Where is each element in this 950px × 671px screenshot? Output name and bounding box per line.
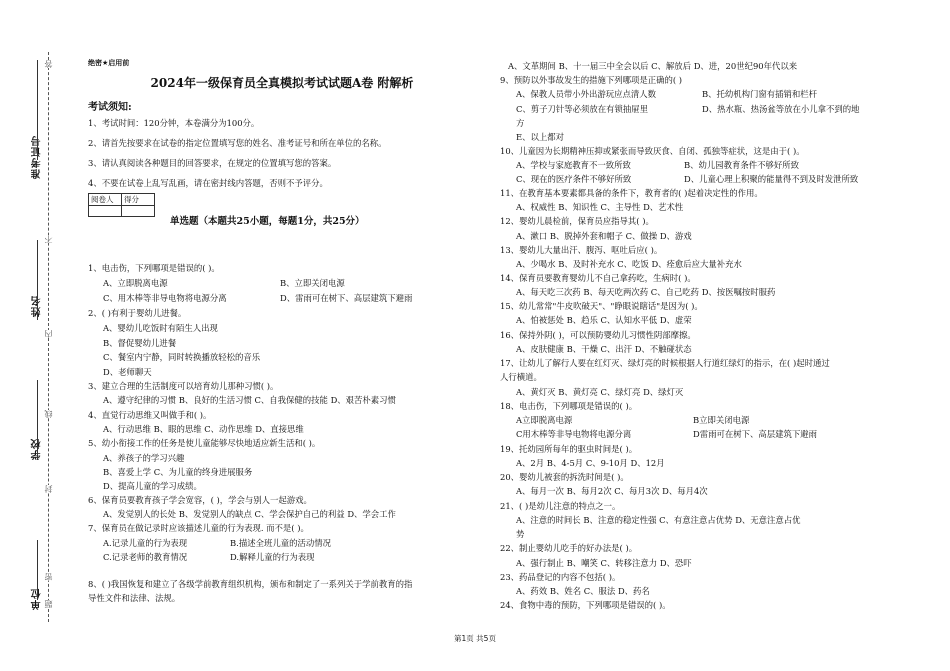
grader-header: 阅卷人 (89, 194, 122, 206)
question-line: 人行横道。 (500, 372, 542, 382)
question-line: 16、保持外阴( )，可以预防婴幼儿习惯性阴部摩擦。 (500, 330, 696, 340)
question-line: D、雷雨可在树下、高层建筑下避雨 (280, 293, 413, 303)
question-line: 2、( )有利于婴幼儿进餐。 (88, 308, 187, 318)
question-line: A、发觉别人的长处 B、发觉别人的缺点 C、学会保护自己的利益 D、学会工作 (103, 509, 396, 519)
seal-line-char: 答 (44, 60, 53, 68)
question-line: D、提高儿童的学习成绩。 (103, 481, 202, 491)
question-line: 5、幼小衔接工作的任务是使儿童能够尽快地适应新生活和( )。 (88, 438, 321, 448)
notice-line: 3、请认真阅读各种题目的回答要求，在规定的位置填写您的答案。 (88, 158, 337, 168)
question-line: 6、保育员要教育孩子学会宽容，( )，学会与别人一起游戏。 (88, 495, 312, 505)
secret-mark: 绝密★启用前 (88, 59, 130, 67)
question-line: A、少喝水 B、及时补充水 C、吃饭 D、痊愈后应大量补充水 (516, 259, 742, 269)
binding-label: 单位 (32, 588, 43, 610)
question-line: B、督促婴幼儿进餐 (103, 338, 177, 348)
question-line: A、权威性 B、知识性 C、主导性 D、艺术性 (516, 202, 684, 212)
question-line: B、幼儿园教育条件不够好所致 (684, 160, 800, 170)
notice-heading: 考试须知: (88, 102, 132, 113)
question-line: A、立即脱离电源 (103, 278, 168, 288)
binding-label: 姓名 (32, 295, 43, 317)
question-line: 20、婴幼儿被套的拆洗时间是( )。 (500, 472, 629, 482)
question-line: 4、直觉行动思维又叫做手和( )。 (88, 410, 212, 420)
question-line: D、热水瓶、热汤盆等放在小儿拿不到的地 (702, 104, 860, 114)
seal-line-char: 不 (44, 235, 53, 243)
seal-line-char: 线 (44, 410, 53, 418)
question-line: A、保教人员带小外出游玩应点清人数 (516, 89, 657, 99)
question-line: C、现在的医疗条件不够好所致 (516, 174, 632, 184)
question-line: 15、幼儿常常"牛皮吹破天"、"睁眼说瞎话"是因为( )。 (500, 301, 703, 311)
question-line: A、每天吃三次药 B、每天吃两次药 C、自己吃药 D、按医嘱按时服药 (516, 287, 776, 297)
question-line: 21、( )是幼儿注意的特点之一。 (500, 501, 621, 511)
question-line: 19、托幼园所每年的驱虫时间是( )。 (500, 444, 638, 454)
question-line: A、漱口 B、脱掉外套和帽子 C、做操 D、游戏 (516, 231, 692, 241)
school-underline (37, 380, 38, 460)
question-line: 10、儿童因为长期精神压抑或紧张而导致厌食、自闭、孤独等症状，这是由于( )。 (500, 146, 805, 156)
question-line: B、立即关闭电源 (280, 278, 345, 288)
question-line: A、注意的时间长 B、注意的稳定性强 C、有意注意占优势 D、无意注意占优 (516, 515, 801, 525)
question-line: 方 (516, 118, 525, 128)
notice-line: 1、考试时间：120分钟，本卷满分为100分。 (88, 118, 260, 128)
question-line: D、儿童心理上积聚的能量得不到及时发泄所致 (684, 174, 859, 184)
seal-line-char: 密 (44, 573, 53, 581)
question-line: E、以上都对 (516, 132, 564, 142)
score-header: 得分 (122, 194, 155, 206)
question-line: B立即关闭电源 (693, 415, 750, 425)
question-line: A、遵守纪律的习惯 B、良好的生活习惯 C、自我保健的技能 D、艰苦朴素习惯 (103, 395, 396, 405)
question-line: C、用木棒等非导电物将电源分离 (103, 293, 227, 303)
question-line: 3、建立合理的生活制度可以培育幼儿那种习惯( )。 (88, 381, 279, 391)
question-line: 12、婴幼儿晨检前，保育员应指导其( )。 (500, 216, 654, 226)
page-footer: 第1页 共5页 (454, 634, 496, 643)
question-line: 22、制止婴幼儿吃手的好办法是( )。 (500, 543, 638, 553)
question-line: 17、让幼儿了解行人要在红灯灭、绿灯亮的时候根据人行道红绿灯的指示，在( )起时通过 (500, 358, 830, 368)
question-line: A、药效 B、姓名 C、服法 D、药名 (516, 586, 650, 596)
seal-line-char: 内 (44, 330, 53, 338)
question-line: 14、保育员要教育婴幼儿不自己拿药吃，生病时( )。 (500, 273, 696, 283)
question-line: D.解释儿童的行为表现 (230, 552, 315, 562)
question-line: A、婴幼儿吃饭时有陌生人出现 (103, 323, 218, 333)
score-cell[interactable] (122, 206, 155, 217)
question-line: 11、在教育基本要素都具备的条件下，教育者的( )起着决定性的作用。 (500, 188, 763, 198)
question-line: C.记录老师的教育情况 (103, 552, 188, 562)
seal-line-char: 题 (44, 600, 53, 608)
unit-underline (37, 540, 38, 600)
question-line: C、餐室内宁静，同时转换播放轻松的音乐 (103, 352, 261, 362)
question-line: C用木棒等非导电物将电源分离 (516, 429, 632, 439)
question-line: D、老师聊天 (103, 367, 152, 377)
question-line: A.记录儿童的行为表现 (103, 538, 188, 548)
seal-line-char: 封 (44, 485, 53, 493)
exam-id-underline (37, 60, 38, 160)
question-line: 势 (516, 529, 525, 539)
question-line: A、行动思维 B、眼的思维 C、动作思维 D、直接思维 (103, 424, 304, 434)
question-line: B.描述全班儿童的活动情况 (230, 538, 331, 548)
name-underline (37, 240, 38, 320)
question-line: A、养孩子的学习兴趣 (103, 453, 185, 463)
question-line: D雷雨可在树下、高层建筑下避雨 (693, 429, 817, 439)
question-line: 8、( )我国恢复和建立了各级学前教育组织机构，颁布和制定了一系列关于学前教育的指 (88, 579, 413, 589)
question-line: 13、婴幼儿大量出汗、腹泻、呕吐后应( )。 (500, 245, 663, 255)
question-line: A、2月 B、4-5月 C、9-10月 D、12月 (516, 458, 665, 468)
binding-label: 学校 (32, 438, 43, 460)
question-line: A、学校与家庭教育不一致所致 (516, 160, 631, 170)
page-title: 2024年一级保育员全真模拟考试试题A卷 附解析 (150, 76, 414, 90)
score-table (88, 193, 155, 217)
notice-line: 4、不要在试卷上乱写乱画，请在密封线内答题，否则不予评分。 (88, 178, 328, 188)
question-line: A、强行制止 B、嘲笑 C、转移注意力 D、恐吓 (516, 558, 692, 568)
question-line: A、怕被惩处 B、趋乐 C、认知水平低 D、虚荣 (516, 315, 692, 325)
question-line: A、皮肤健康 B、干燥 C、出汗 D、不触碰状态 (516, 344, 692, 354)
question-line: 9、预防以外事故发生的措施下列哪项是正确的( ) (500, 75, 683, 85)
question-line: 1、电击伤，下列哪项是错误的( )。 (88, 263, 220, 273)
question-line: A立即脱离电源 (516, 415, 573, 425)
notice-line: 2、请首先按要求在试卷的指定位置填写您的姓名、准考证号和所在单位的名称。 (88, 138, 387, 148)
binding-label: 准考证号 (32, 135, 43, 179)
question-line: 7、保育员在做记录时应该描述儿童的行为表现. 而不是( )。 (88, 523, 309, 533)
question-line: B、托幼机构门窗有插销和栏杆 (702, 89, 818, 99)
grader-cell[interactable] (89, 206, 122, 217)
question-line: A、黄灯灭 B、黄灯亮 C、绿灯亮 D、绿灯灭 (516, 387, 684, 397)
question-line: 18、电击伤，下列哪项是错误的( )。 (500, 401, 638, 411)
question-line: C、剪子刀针等必须放在有锁抽屉里 (516, 104, 649, 114)
question-line: 23、药品登记的内容不包括( )。 (500, 572, 621, 582)
question-line: A、文革期间 B、十一届三中全会以后 C、解放后 D、进，20世纪90年代以来 (508, 61, 798, 71)
section-heading: 单选题（本题共25小题，每题1分，共25分） (170, 216, 365, 227)
binding-strip (0, 0, 60, 671)
question-line: B、喜爱上学 C、为儿童的终身进展服务 (103, 467, 253, 477)
question-line: 24、食物中毒的预防，下列哪项是错误的( )。 (500, 600, 671, 610)
question-line: 导性文件和法律、法规。 (88, 593, 181, 603)
question-line: A、每月一次 B、每月2次 C、每月3次 D、每月4次 (516, 486, 708, 496)
